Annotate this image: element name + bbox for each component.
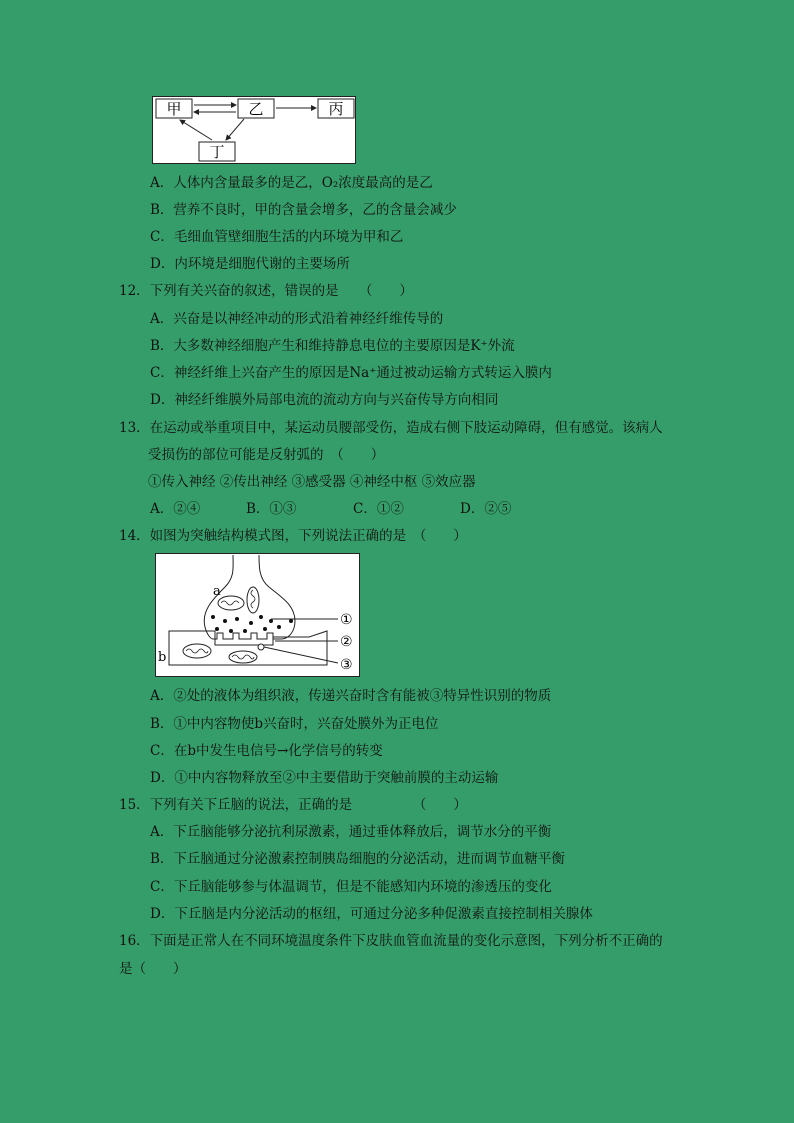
q15-stem: 15．下列有关下丘脑的说法，正确的是 （ ） [119, 797, 467, 813]
q13-items: ①传入神经 ②传出神经 ③感受器 ④神经中枢 ⑤效应器 [148, 474, 476, 490]
receptor-icon [258, 644, 264, 650]
q12-option-c: C．神经纤维上兴奋产生的原因是Na⁺通过被动运输方式转运入膜内 [150, 365, 552, 381]
q15-option-d: D．下丘脑是内分泌活动的枢纽，可通过分泌多种促激素直接控制相关腺体 [150, 906, 593, 922]
synapse-diagram [155, 553, 361, 678]
q16-stem-line1: 16．下面是正常人在不同环境温度条件下皮肤血管血流量的变化示意图，下列分析不正确的 [119, 933, 663, 949]
mitochondrion-icon [183, 644, 211, 658]
synapse-diagram-svg [155, 553, 361, 678]
q14-option-a: A．②处的液体为组织液，传递兴奋时含有能被③特异性识别的物质 [150, 688, 552, 704]
q15-option-a: A．下丘脑能够分泌抗利尿激素，通过垂体释放后，调节水分的平衡 [150, 824, 552, 840]
q11-option-b: B．营养不良时，甲的含量会增多，乙的含量会减少 [150, 202, 457, 218]
q16-stem-line2: 是（ ） [119, 961, 187, 977]
q13-choice-a: A．②④ [150, 501, 201, 517]
label-a: a [213, 584, 221, 599]
q14-option-d: D．①中内容物释放至②中主要借助于突触前膜的主动运输 [150, 770, 499, 786]
node-ding: 丁 [209, 143, 225, 161]
q13-choice-b: B．①③ [246, 501, 297, 517]
q15-option-b: B．下丘脑通过分泌激素控制胰岛细胞的分泌活动，进而调节血糖平衡 [150, 851, 565, 867]
q12-option-b: B．大多数神经细胞产生和维持静息电位的主要原因是K⁺外流 [150, 338, 515, 354]
body-fluid-diagram [152, 96, 357, 165]
node-yi: 乙 [248, 100, 264, 118]
label-1: ① [340, 612, 353, 628]
q12-stem: 12．下列有关兴奋的叙述，错误的是 （ ） [119, 283, 413, 299]
label-2: ② [340, 634, 353, 650]
node-bing: 丙 [328, 100, 344, 118]
q12-option-a: A．兴奋是以神经冲动的形式沿着神经纤维传导的 [150, 311, 444, 327]
q11-option-a: A．人体内含量最多的是乙，O₂浓度最高的是乙 [150, 175, 433, 191]
label-b: b [158, 650, 167, 665]
mitochondrion-icon [247, 587, 259, 613]
q15-option-c: C．下丘脑能够参与体温调节，但是不能感知内环境的渗透压的变化 [150, 879, 552, 895]
mitochondrion-icon [229, 651, 257, 663]
q14-option-c: C．在b中发生电信号→化学信号的转变 [150, 743, 383, 759]
q12-option-d: D．神经纤维膜外局部电流的流动方向与兴奋传导方向相同 [150, 392, 499, 408]
q14-stem: 14．如图为突触结构模式图，下列说法正确的是 （ ） [119, 528, 467, 544]
q13-stem-line2: 受损伤的部位可能是反射弧的 （ ） [148, 447, 385, 463]
label-3: ③ [340, 657, 353, 673]
q11-option-c: C．毛细血管壁细胞生活的内环境为甲和乙 [150, 229, 404, 245]
q13-choice-c: C．①② [353, 501, 404, 517]
q14-option-b: B．①中内容物使b兴奋时，兴奋处膜外为正电位 [150, 716, 439, 732]
body-fluid-diagram-svg [152, 96, 357, 165]
node-jia: 甲 [166, 100, 182, 118]
q11-option-d: D．内环境是细胞代谢的主要场所 [150, 256, 350, 272]
q13-stem-line1: 13．在运动或举重项目中，某运动员腰部受伤，造成右侧下肢运动障碍，但有感觉。该病人 [119, 420, 663, 436]
mitochondrion-icon [218, 596, 244, 610]
q13-choice-d: D．②⑤ [460, 501, 512, 517]
